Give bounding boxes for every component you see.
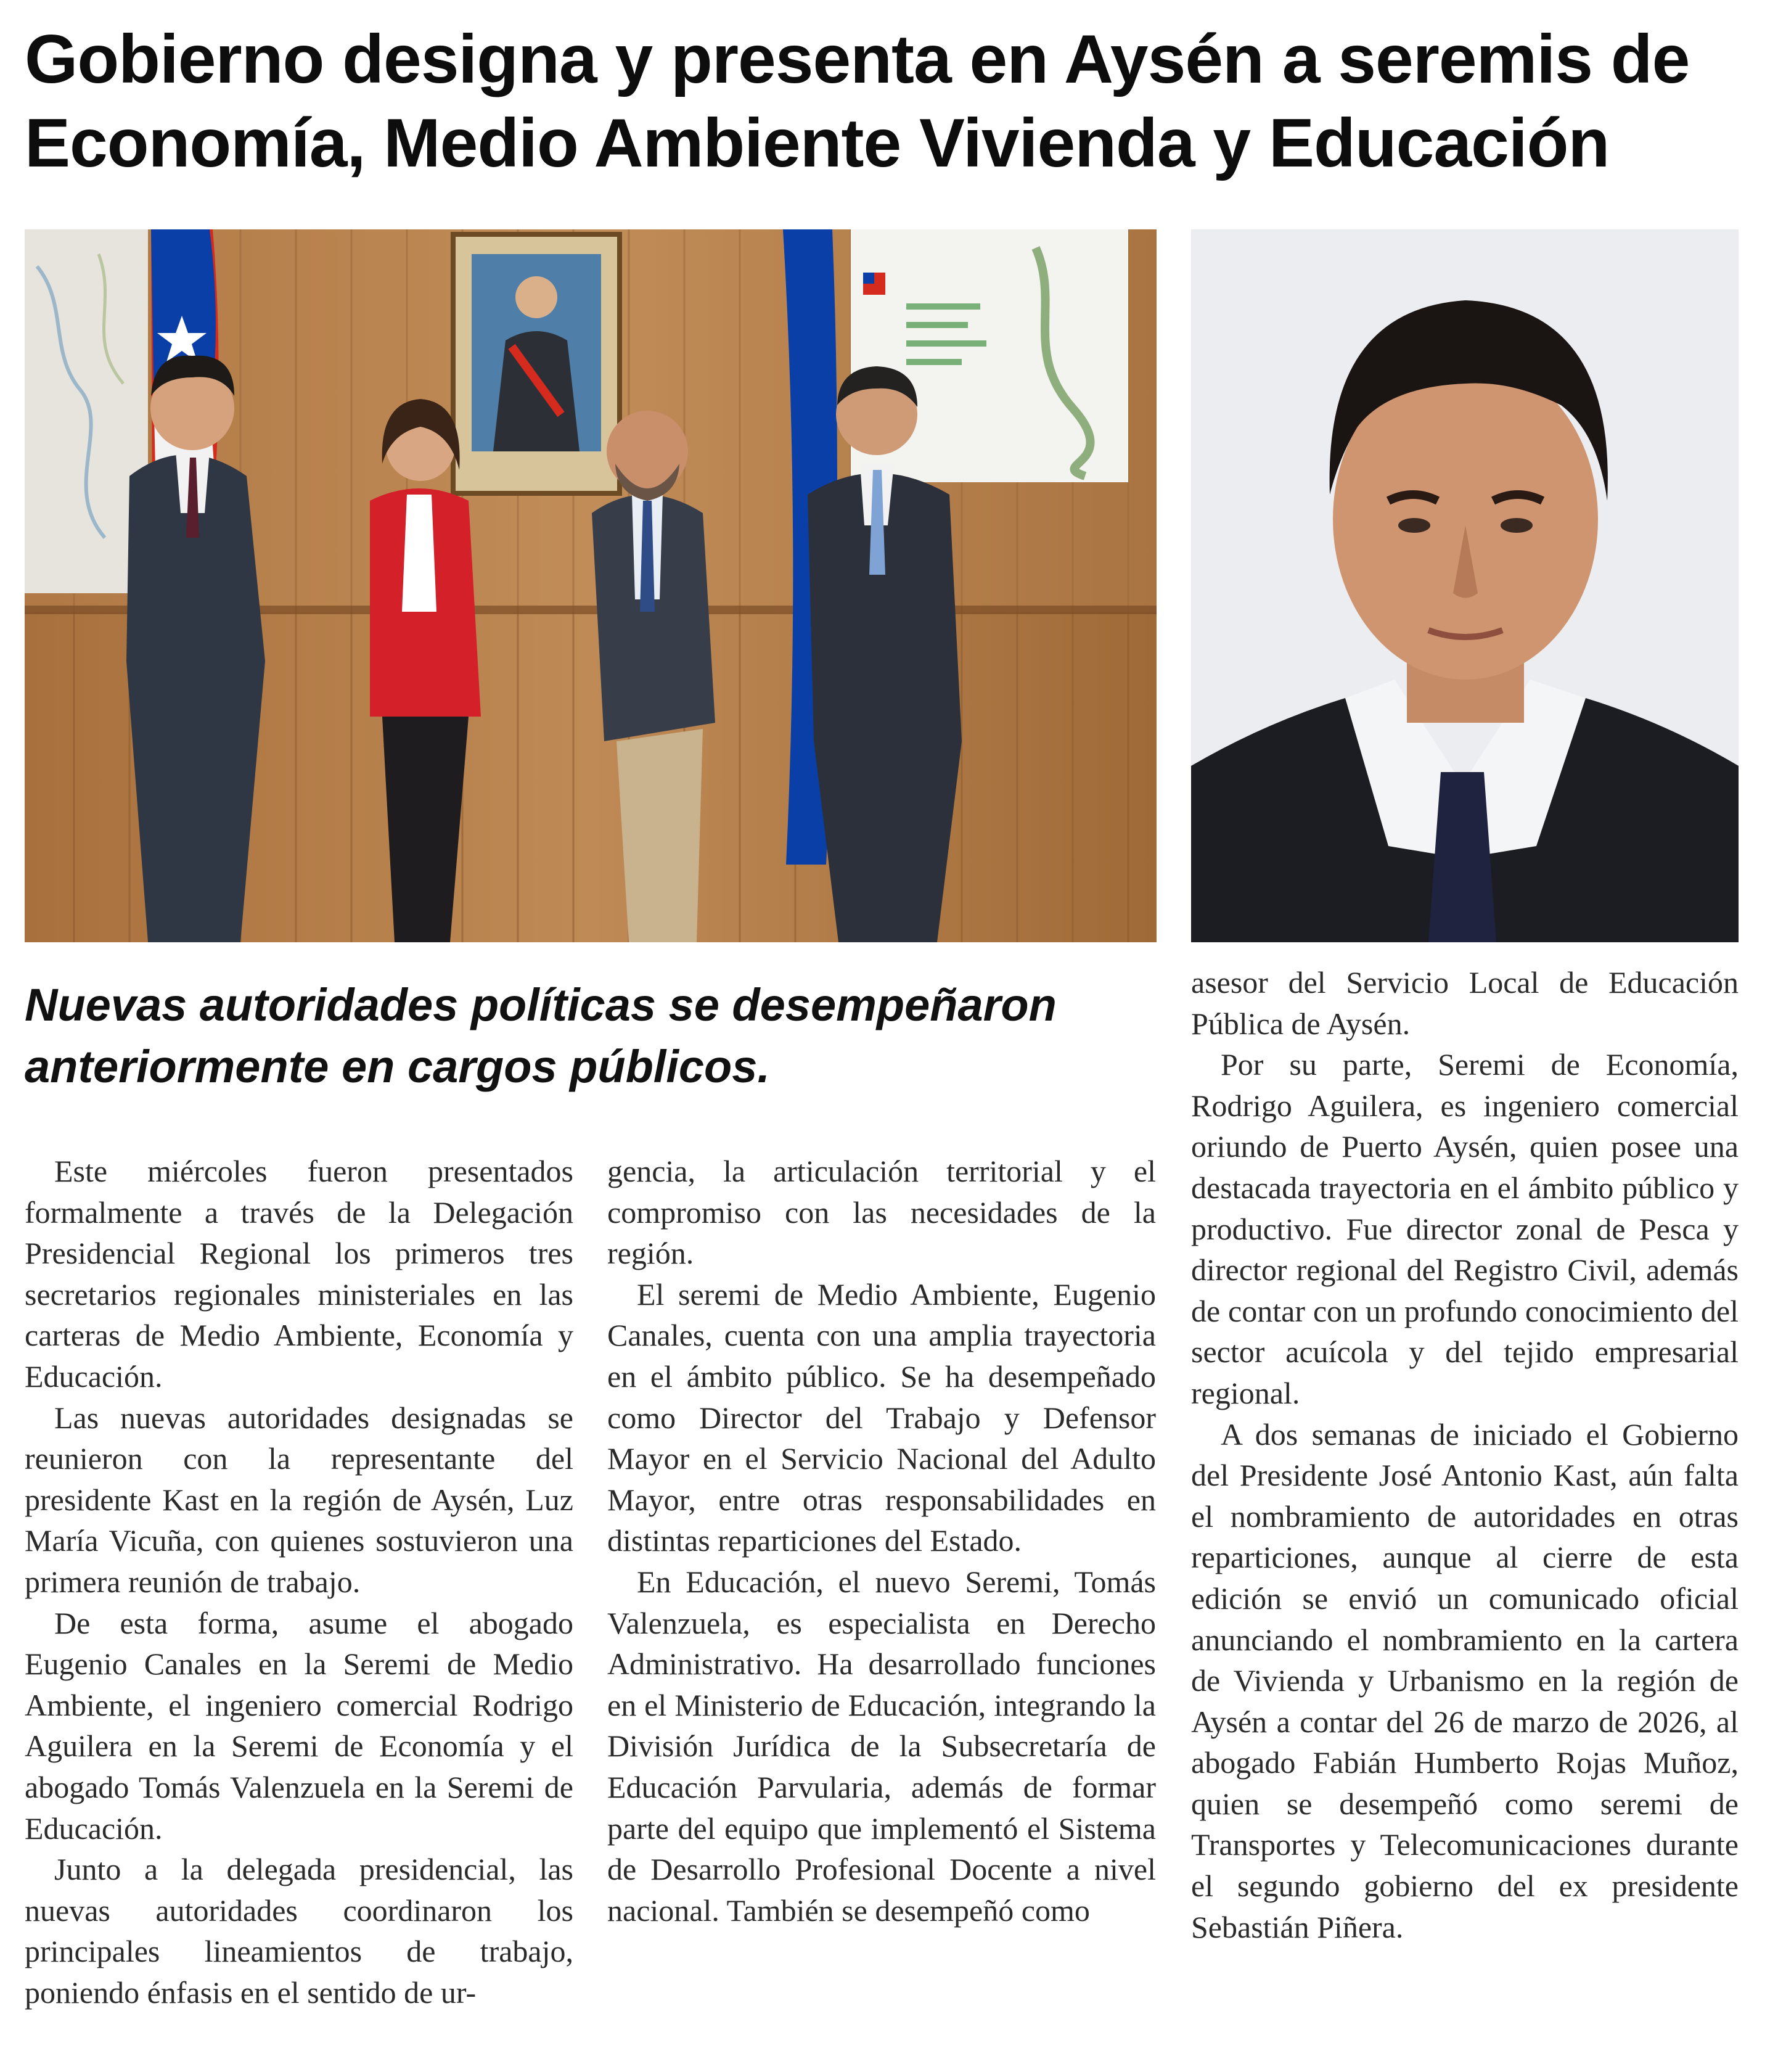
article-paragraph: De esta forma, asume el abogado Eugenio Canales en la Seremi de Medio Ambiente, el ingeniero comercial Rodrigo Aguilera en la Seremi de Economía y el abogado Tomás Valenzuela en la Seremi de Educación.: [25, 1605, 573, 1846]
subheadline: [25, 974, 1157, 1098]
article-column-1: [25, 1151, 573, 2013]
subheadline-line-1: Nuevas autoridades políticas se desempeñaron: [25, 979, 1057, 1030]
article-paragraph: gencia, la articulación territorial y el compromiso con las necesidades de la región.: [607, 1154, 1156, 1271]
group-photo-illustration: [25, 229, 1157, 942]
article-paragraph: El seremi de Medio Ambiente, Eugenio Canales, cuenta con una amplia trayectoria en el ámbito público. Se ha desempeñado como Director del Trabajo y Defensor Mayor en el Servicio Nacional del Adulto Mayor, entre otras responsabilidades en distintas reparticiones del Estado.: [607, 1276, 1156, 1558]
portrait-illustration: [1191, 229, 1739, 942]
headline-line-2: Economía, Medio Ambiente Vivienda y Educación: [25, 105, 1610, 181]
subheadline-line-2: anteriormente en cargos públicos.: [25, 1041, 770, 1092]
group-photo: [25, 229, 1157, 942]
article-paragraph: asesor del Servicio Local de Educación Pública de Aysén.: [1191, 965, 1739, 1041]
article-paragraph: Las nuevas autoridades designadas se reunieron con la representante del presidente Kast en la región de Aysén, Luz María Vicuña, con quienes sostuvieron una primera reunión de trabajo.: [25, 1400, 573, 1599]
article-paragraph: A dos semanas de iniciado el Gobierno del Presidente José Antonio Kast, aún falta el nombramiento de autoridades en otras reparticiones, aunque al cierre de esta edición se envió un comunicado oficial anunciando el nombramiento en la cartera de Vivienda y Urbanismo en la región de Aysén a contar del 26 de marzo de 2026, al abogado Fabián Humberto Rojas Muñoz, quien se desempeñó como seremi de Transportes y Telecomunicaciones durante el segundo gobierno del ex presidente Sebastián Piñera.: [1191, 1416, 1739, 1944]
headline-line-1: Gobierno designa y presenta en Aysén a seremis de: [25, 21, 1690, 97]
portrait-photo: [1191, 229, 1739, 942]
article-column-2: [607, 1151, 1156, 1931]
article-paragraph: Por su parte, Seremi de Economía, Rodrigo Aguilera, es ingeniero comercial oriundo de Puerto Aysén, quien posee una destacada trayectoria en el ámbito público y productivo. Fue director zonal de Pesca y director regional del Registro Civil, además de contar con un profundo conocimiento del sector acuícola y del tejido empresarial regional.: [1191, 1047, 1739, 1410]
headline: [25, 17, 1751, 185]
article-column-3: [1191, 962, 1739, 1947]
article-paragraph: En Educación, el nuevo Seremi, Tomás Valenzuela, es especialista en Derecho Administrativo. Ha desarrollado funciones en el Ministerio de Educación, integrando la División Jurídica de la Subsecretaría de Educación Parvularia, además de formar parte del equipo que implementó el Sistema de Desarrollo Profesional Docente a nivel nacional. También se desempeñó como: [607, 1564, 1156, 1928]
article-paragraph: Este miércoles fueron presentados formalmente a través de la Delegación Presidencial Regional los primeros tres secretarios regionales ministeriales en las carteras de Medio Ambiente, Economía y Educación.: [25, 1154, 573, 1394]
article-paragraph: Junto a la delegada presidencial, las nuevas autoridades coordinaron los principales lineamientos de trabajo, poniendo énfasis en el sentido de ur-: [25, 1852, 573, 2010]
